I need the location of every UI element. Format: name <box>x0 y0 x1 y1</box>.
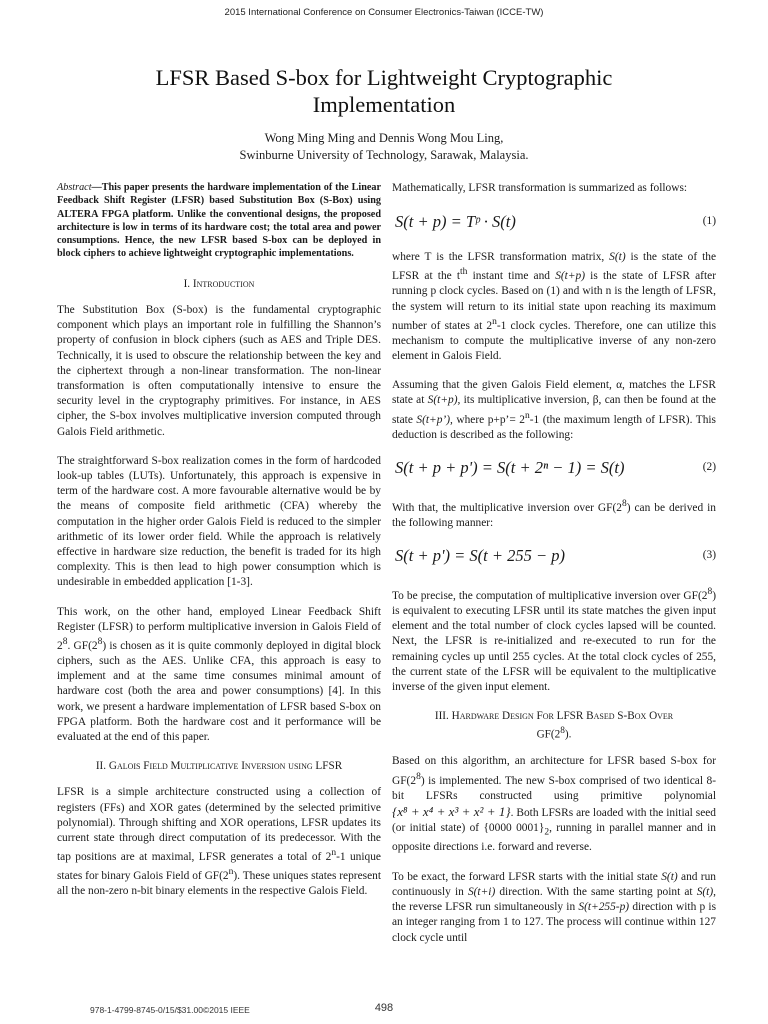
equation-2-number: (2) <box>702 461 716 474</box>
section-heading-hardware-design: III. Hardware Design For LFSR Based S-Box Over $GF(2^8)$. <box>434 710 674 742</box>
paper-title <box>80 64 688 118</box>
right-column <box>392 181 716 960</box>
equation-2 <box>392 453 716 483</box>
right-paragraph-5: To be precise, the computation of multiplicative inversion over $GF(2^8)$ is equivalent to executing LFSR until its state matches the given input element and the total number of clock cycles lapsed will be counted. Next, the LFSR is re-initialized and re-executed to run for the remaining cycles up until 255 cycles. At the total clock cycles of 255, the current state of the LFSR will be equivalent to the multiplicative inverse of the given input element. <box>392 587 716 694</box>
right-paragraph-6: Based on this algorithm, an architecture for LFSR based S-box for $GF(2^8)$ is implemented. The new S-box comprised of two identical 8-bit LFSRs constructed using primitive polynomial {x⁸ + x⁴ + x³ + x² + 1}. Both LFSRs are loaded with the initial seed (or initial state) of {0000 $0001\}_2$, running in parallel manner and in opposite directions i.e. forward and reverse. <box>392 755 717 854</box>
equation-1-expression: S(t + p) = Tᵖ · S(t) <box>395 211 516 231</box>
lfsr-paragraph-1: LFSR is a simple architecture constructed using a collection of registers (FFs) and XOR gates (determined by the selected primitive polynomial). Through shifting and XOR operations, LFSR updates its current state through direct computation of its predecessor. With the tap positions are at maximal, LFSR generates a total of 2$^n$-1 unique states for binary Galois Field of GF(2$^n$). These uniques states represent all the non-zero n-bit binary elements in the respective Galois Field. <box>57 786 382 898</box>
equation-2-expression: S(t + p + p') = S(t + 2ⁿ − 1) = S(t) <box>395 458 625 478</box>
intro-paragraph-3: This work, on the other hand, employed Linear Feedback Shift Register (LFSR) to perform multiplicative inversion in Galois Field of $2^8$. $GF(2^8)$ is chosen as it is quite commonly deployed in digital block ciphers, such as the AES. Unlike CFA, this approach is easy to implement and at the same time consumes minimal amount of hardware cost (both the area and power consumptions) [4]. In this work, we present a hardware implementation of LFSR based S-box on FPGA platform. Both the hardware cost and it performance will be evaluated at the end of this paper. <box>57 605 381 744</box>
right-paragraph-4: With that, the multiplicative inversion over $GF(2^8)$ can be derived in the following manner: <box>392 498 716 529</box>
title-line-1: LFSR Based S-box for Lightweight Cryptographic <box>155 65 613 90</box>
author-names: Wong Ming Ming and Dennis Wong Mou Ling, <box>264 131 504 145</box>
author-block <box>80 130 688 164</box>
conference-header: 2015 International Conference on Consumer Electronics-Taiwan (ICCE-TW) <box>224 7 544 18</box>
section-heading-gf-inversion: II. Galois Field Multiplicative Inversion using LFSR <box>95 760 343 773</box>
section-heading-introduction: I. Introduction <box>183 277 255 290</box>
intro-paragraph-1: The Substitution Box (S-box) is the fundamental cryptographic component which plays an important role in fulfilling the Shannon’s property of confusion in block ciphers (such as AES and Triple DES. Technically, it is used to obscure the relationship between the key and the ciphertext through a non-linear transformation. The non-linear transformation is often computationally intensive to ensure the security level in the cryptography primitives. For instance, in AES cipher, the S-box involves multiplicative inversion computed through Galois Field arithmetic. <box>57 303 381 438</box>
primitive-polynomial: {x⁸ + x⁴ + x³ + x² + 1} <box>392 803 511 819</box>
left-column <box>57 181 381 913</box>
abstract: Abstract—This paper presents the hardware implementation of the Linear Feedback Shift Register (LFSR) based Substitution Box (S-Box) using ALTERA FPGA platform. Unlike the conventional designs, the proposed architecture is low in terms of its hardware cost; the total area and power consumptions. Hence, the new LFSR based S-box can be deployed in block ciphers to achieve lightweight cryptographic implementations. <box>57 182 381 260</box>
equation-3-expression: S(t + p') = S(t + 255 − p) <box>395 546 565 566</box>
right-paragraph-3: Assuming that the given Galois Field element, α, matches the LFSR state at S(t+p), its multiplicative inversion, β, can then be found at the state S(t+p’), where p+p’= $2^n-1$ (the maximum length of LFSR). This deduction is described as the following: <box>392 379 716 441</box>
title-line-2: Implementation <box>312 92 456 117</box>
author-affiliation: Swinburne University of Technology, Sarawak, Malaysia. <box>239 148 529 162</box>
equation-1 <box>392 206 716 236</box>
equation-3 <box>392 541 716 571</box>
copyright-footer: 978-1-4799-8745-0/15/$31.00©2015 IEEE <box>90 1005 250 1015</box>
right-paragraph-1: Mathematically, LFSR transformation is summarized as follows: <box>392 182 688 194</box>
right-paragraph-2: where T is the LFSR transformation matrix, S(t) is the state of the LFSR at the $t^{th}$ instant time and S(t+p) is the state of LFSR after running p clock cycles. Based on (1) and with n is the length of LFSR, the system will return to its initial state upon reaching its maximum number of states at 2$^n$-1 clock cycles. Therefore, one can utilize this mechanism to compute the multiplicative inverse of any non-zero element in Galois Field. <box>392 251 716 363</box>
equation-1-number: (1) <box>702 214 716 227</box>
right-paragraph-7: To be exact, the forward LFSR starts with the initial state S(t) and run continuously in S(t+i) direction. With the same starting point at S(t), the reverse LFSR run simultaneously in S(t+255-p) direction with p is an integer ranging from 1 to 127. The process will continue within 127 clock cycle until <box>392 870 717 944</box>
intro-paragraph-2: The straightforward S-box realization comes in the form of hardcoded look-up tables (LUTs). Unfortunately, this approach is expensive in term of the hardware cost. A more favourable alternative would be by the means of composite field arithmetic (CFA) whereby the computation in the higher order Galois Field is reduced to the simpler arithmetic of its lower order field. While the approach is relatively effective in hardware size reduction, the benefit is traded for its high complexity. This is then lead to high power consumption which is undesirable in embedded application [1-3]. <box>57 454 381 589</box>
equation-3-number: (3) <box>702 549 716 562</box>
page-number: 498 <box>374 1002 394 1014</box>
